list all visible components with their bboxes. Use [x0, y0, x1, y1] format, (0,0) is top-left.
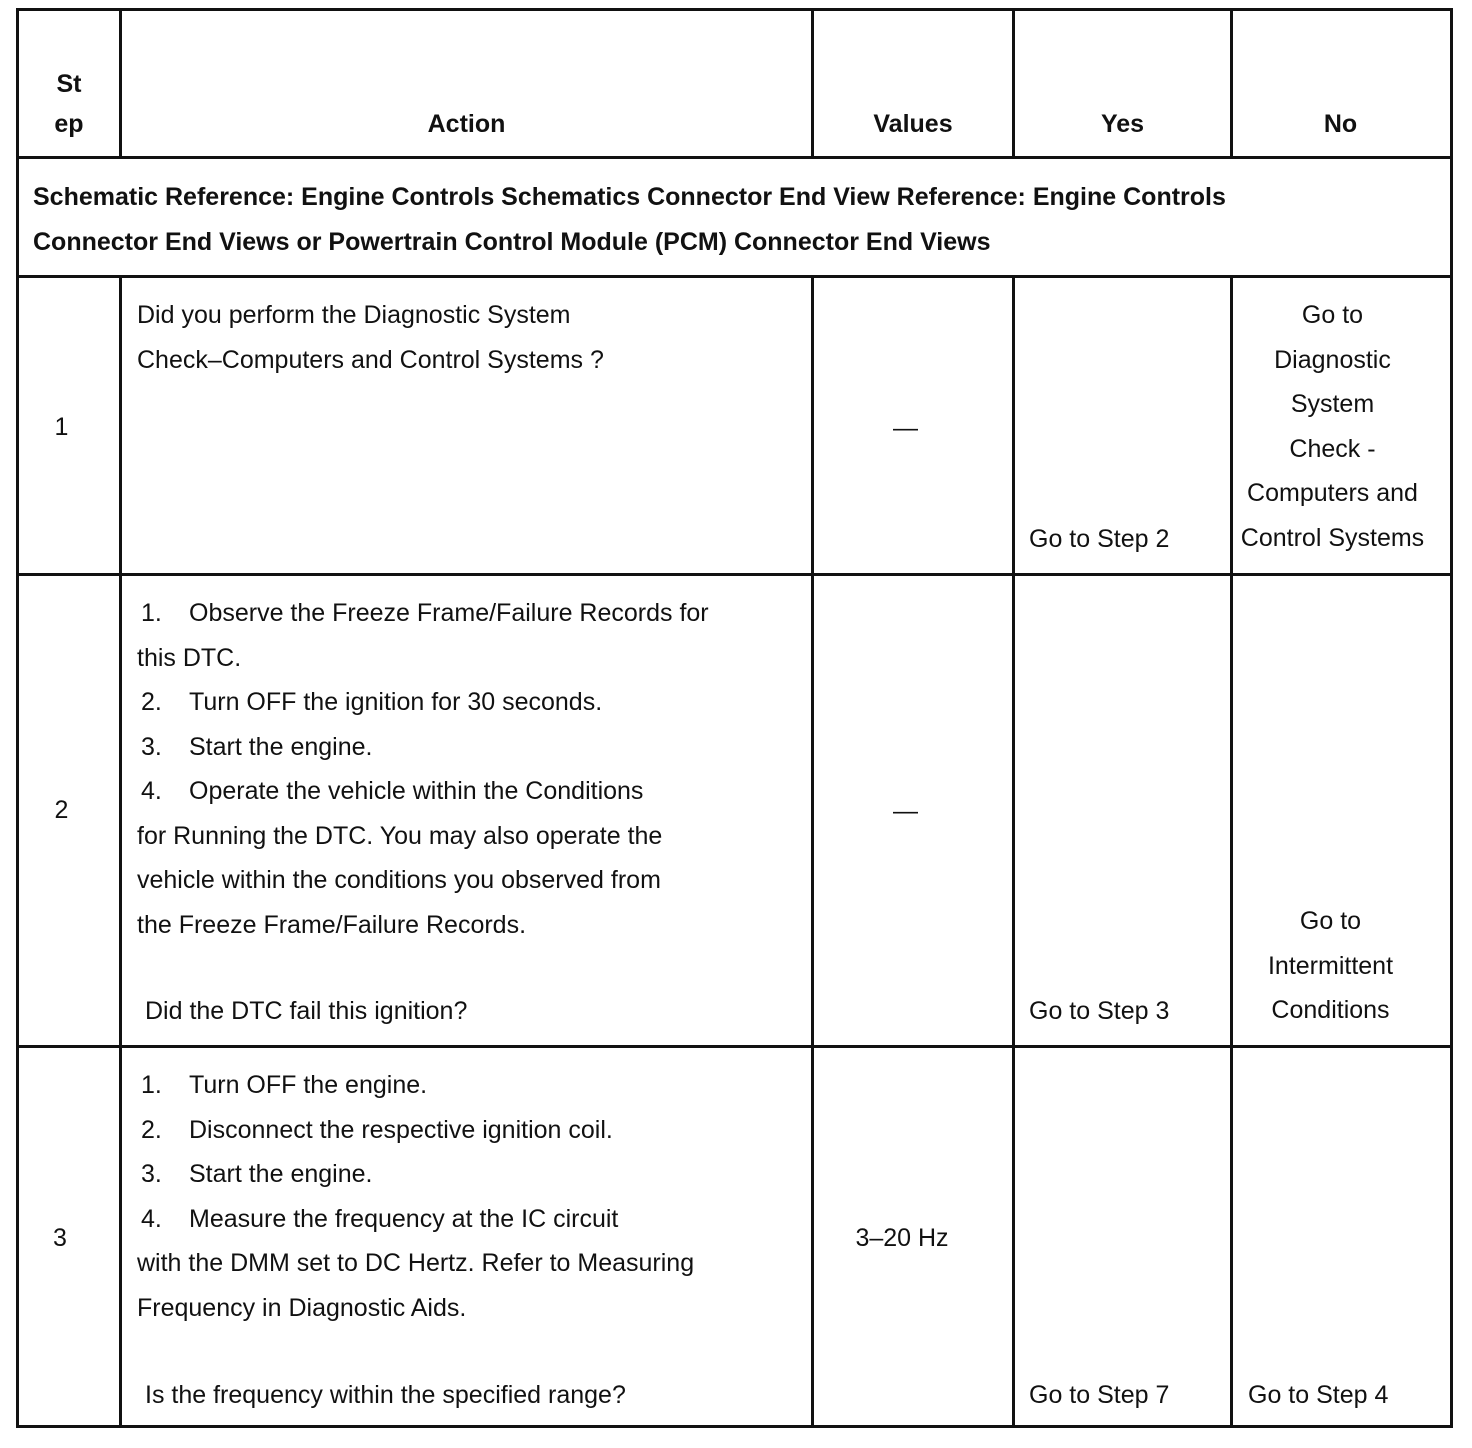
- header-no: No: [1323, 110, 1358, 138]
- list-item: 1. Turn OFF the engine.: [141, 1071, 428, 1099]
- list-item: 3. Start the engine.: [141, 1160, 373, 1188]
- action-line: Check–Computers and Control Systems ?: [137, 345, 604, 374]
- column-divider: [1012, 275, 1015, 1425]
- no-text: Go to Step 4: [1248, 1381, 1389, 1409]
- no-line: Computers and: [1247, 479, 1418, 507]
- action-text: [137, 293, 604, 382]
- question-text: Did the DTC fail this ignition?: [145, 997, 468, 1025]
- no-line: Intermittent: [1267, 951, 1394, 980]
- value-text: 3–20 Hz: [855, 1224, 949, 1252]
- header-yes: Yes: [1100, 110, 1145, 138]
- header-values: Values: [873, 110, 953, 138]
- list-item: vehicle within the conditions you observed from: [137, 866, 661, 894]
- no-line: Check -: [1289, 434, 1376, 463]
- no-line: Go to: [1299, 907, 1362, 935]
- list-item: 2. Turn OFF the ignition for 30 seconds.: [141, 688, 603, 716]
- action-list: [137, 1063, 694, 1330]
- value-text: —: [893, 797, 918, 825]
- no-line: System: [1290, 390, 1375, 418]
- header-step-line: St: [56, 70, 82, 98]
- list-item: 4. Operate the vehicle within the Conditions: [141, 777, 644, 805]
- step-number: 1: [54, 413, 69, 441]
- header-step: [19, 64, 119, 144]
- row-divider: [19, 275, 1450, 278]
- yes-text: Go to Step 3: [1029, 997, 1170, 1025]
- list-item: 2. Disconnect the respective ignition coil.: [141, 1115, 613, 1144]
- step-number: 3: [53, 1224, 67, 1252]
- schematic-line: Schematic Reference: Engine Controls Schematics Connector End View Reference: Engine Controls: [33, 183, 1226, 211]
- list-item: 4. Measure the frequency at the IC circuit: [141, 1204, 619, 1233]
- row-divider: [19, 573, 1450, 576]
- list-item: the Freeze Frame/Failure Records.: [137, 910, 527, 939]
- column-divider: [119, 275, 122, 1425]
- list-item: for Running the DTC. You may also operate the: [137, 821, 663, 850]
- step-number: 2: [54, 796, 69, 824]
- no-line: Conditions: [1271, 996, 1390, 1024]
- list-item: with the DMM set to DC Hertz. Refer to Measuring: [137, 1249, 695, 1277]
- list-item: 3. Start the engine.: [141, 732, 373, 761]
- value-text: —: [893, 414, 918, 442]
- no-line: Control Systems: [1240, 523, 1425, 552]
- list-item: 1. Observe the Freeze Frame/Failure Records for: [141, 599, 709, 627]
- schematic-reference: [33, 175, 1226, 265]
- list-item: Frequency in Diagnostic Aids.: [137, 1293, 467, 1322]
- no-line: Diagnostic: [1274, 345, 1391, 374]
- row-divider: [19, 156, 1450, 159]
- schematic-line: Connector End Views or Powertrain Control Module (PCM) Connector End Views: [33, 228, 991, 256]
- question-text: Is the frequency within the specified range?: [145, 1381, 626, 1409]
- header-action: Action: [427, 110, 506, 138]
- no-text: [1233, 899, 1428, 1033]
- header-step-line: ep: [54, 110, 84, 138]
- action-list: [137, 591, 709, 947]
- list-item: this DTC.: [137, 643, 242, 672]
- no-line: Go to: [1301, 301, 1364, 329]
- yes-text: Go to Step 7: [1029, 1381, 1170, 1409]
- action-line: Did you perform the Diagnostic System: [137, 301, 571, 329]
- diagnostic-table: [16, 8, 1453, 1428]
- row-divider: [19, 1045, 1450, 1048]
- yes-text: Go to Step 2: [1029, 525, 1170, 553]
- no-text: [1233, 293, 1432, 560]
